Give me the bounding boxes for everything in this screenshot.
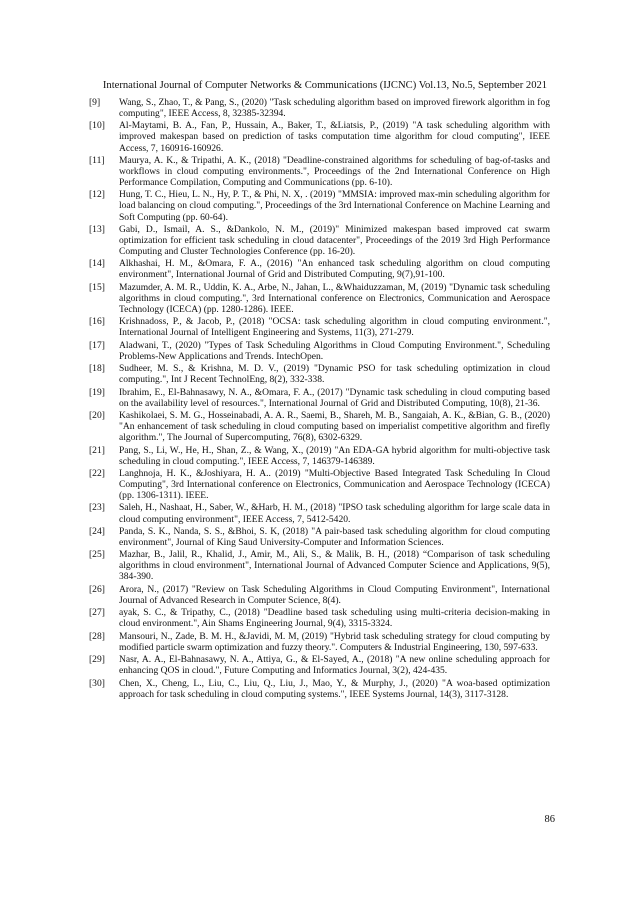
reference-number: [17] xyxy=(89,339,105,351)
reference-number: [24] xyxy=(89,525,105,537)
reference-number: [11] xyxy=(89,154,105,166)
reference-entry xyxy=(89,316,550,338)
reference-number: [20] xyxy=(89,410,105,422)
reference-text: Mazumder, A. M. R., Uddin, K. A., Arbe, N., Jahan, L., &Whaiduzzaman, M, (2019) "Dynamic task scheduling algorithms in cloud computing.", 3rd International conference on Electronics, Communication and Aerospace Technology (ICECA) (pp. 1280-1286). IEEE. xyxy=(119,281,550,315)
reference-entry xyxy=(89,340,550,362)
reference-number: [23] xyxy=(89,502,105,514)
reference-text: Alkhashai, H. M., &Omara, F. A., (2016) "An enhanced task scheduling algorithm on cloud computing environment", International Journal of Grid and Distributed Computing, 9(7),91-100. xyxy=(119,258,550,281)
reference-entry xyxy=(89,584,550,606)
reference-number: [25] xyxy=(89,549,105,561)
reference-number: [26] xyxy=(89,583,105,595)
reference-text: Mansouri, N., Zade, B. M. H., &Javidi, M. M, (2019) "Hybrid task scheduling strategy for cloud computing by modified particle swarm optimization and fuzzy theory.". Computers & Industrial Engineering, 130, 597-633. xyxy=(119,630,550,653)
reference-entry xyxy=(89,155,550,188)
reference-text: Panda, S. K., Nanda, S. S., &Bhoi, S. K, (2018) "A pair-based task scheduling algorithm for cloud computing environment", Journal of King Saud University-Computer and Information Sciences. xyxy=(119,525,550,548)
reference-text: Nasr, A. A., El-Bahnasawy, N. A., Attiya, G., & El-Sayed, A., (2018) "A new online scheduling approach for enhancing QOS in cloud.", Future Computing and Informatics Journal, 3(2), 424-435. xyxy=(119,654,550,677)
reference-entry xyxy=(89,120,550,153)
reference-text: ayak, S. C., & Tripathy, C., (2018) "Deadline based task scheduling using multi-criteria decision-making in cloud environment.", Ain Shams Engineering Journal, 9(4), 3315-3324. xyxy=(119,607,550,630)
reference-entry xyxy=(89,468,550,501)
reference-number: [21] xyxy=(89,444,105,456)
reference-number: [12] xyxy=(89,189,105,201)
reference-entry xyxy=(89,97,550,119)
reference-text: Ibrahim, E., El-Bahnasawy, N. A., &Omara, F. A., (2017) "Dynamic task scheduling in cloud computing based on the availability level of resources.", International Journal of Grid and Distributed Computing, 10(8), 21-36. xyxy=(119,386,550,409)
reference-entry xyxy=(89,410,550,443)
page-number: 86 xyxy=(544,814,555,825)
reference-number: [14] xyxy=(89,258,105,270)
reference-entry xyxy=(89,282,550,315)
reference-text: Aladwani, T., (2020) "Types of Task Scheduling Algorithms in Cloud Computing Environment.", Scheduling Problems-New Applications and Trends. IntechOpen. xyxy=(119,339,550,362)
reference-text: Kashikolaei, S. M. G., Hosseinabadi, A. A. R., Saemi, B., Shareh, M. B., Sangaiah, A. K., &Bian, G. B., (2020) "An enhancement of task scheduling in cloud computing based on imperialist competitive algorithm and firefly algorithm.", The Journal of Supercomputing, 76(8), 6302-6329. xyxy=(119,410,550,444)
reference-entry xyxy=(89,224,550,257)
reference-number: [28] xyxy=(89,630,105,642)
reference-text: Pang, S., Li, W., He, H., Shan, Z., & Wang, X., (2019) "An EDA-GA hybrid algorithm for multi-objective task scheduling in cloud computing.", IEEE Access, 7, 146379-146389. xyxy=(119,444,550,467)
reference-entry xyxy=(89,189,550,222)
reference-number: [15] xyxy=(89,281,105,293)
reference-number: [16] xyxy=(89,316,105,328)
reference-list xyxy=(89,97,550,701)
reference-number: [9] xyxy=(89,97,101,108)
reference-number: [30] xyxy=(89,677,105,689)
reference-text: Wang, S., Zhao, T., & Pang, S., (2020) "Task scheduling algorithm based on improved firework algorithm in fog computing", IEEE Access, 8, 32385-32394. xyxy=(119,97,550,120)
reference-text: Al-Maytami, B. A., Fan, P., Hussain, A., Baker, T., &Liatsis, P., (2019) "A task scheduling algorithm with improved makespan based on prediction of tasks computation time algorithm for cloud computing", IEEE Access, 7, 160916-160926. xyxy=(119,120,550,154)
reference-number: [10] xyxy=(89,120,105,132)
reference-entry xyxy=(89,549,550,582)
reference-text: Krishnadoss, P., & Jacob, P., (2018) "OCSA: task scheduling algorithm in cloud computing environment.", International Journal of Intelligent Engineering and Systems, 11(3), 271-279. xyxy=(119,316,550,339)
reference-entry xyxy=(89,526,550,548)
reference-number: [19] xyxy=(89,386,105,398)
reference-entry xyxy=(89,678,550,700)
reference-text: Hung, T. C., Hieu, L. N., Hy, P. T., & Phi, N. X, . (2019) "MMSIA: improved max-min scheduling algorithm for load balancing on cloud computing.", Proceedings of the 3rd International Conference on Machine Learning and Soft Computing (pp. 60-64). xyxy=(119,189,550,223)
running-header: International Journal of Computer Networks & Communications (IJCNC) Vol.13, No.5, September 2021 xyxy=(102,80,548,91)
reference-text: Mazhar, B., Jalil, R., Khalid, J., Amir, M., Ali, S., & Malik, B. H., (2018) “Comparison of task scheduling algorithms in cloud environment", International Journal of Advanced Computer Science and Applications, 9(5), 384-390. xyxy=(119,549,550,583)
reference-entry xyxy=(89,445,550,467)
reference-number: [27] xyxy=(89,607,105,619)
reference-entry xyxy=(89,631,550,653)
reference-entry xyxy=(89,502,550,524)
reference-text: Chen, X., Cheng, L., Liu, C., Liu, Q., Liu, J., Mao, Y., & Murphy, J., (2020) "A woa-based optimization approach for task scheduling in cloud computing systems.", IEEE Systems Journal, 14(3), 3117-3128. xyxy=(119,677,550,700)
reference-number: [22] xyxy=(89,467,105,479)
reference-entry xyxy=(89,654,550,676)
reference-number: [29] xyxy=(89,654,105,666)
reference-entry xyxy=(89,607,550,629)
reference-text: Saleh, H., Nashaat, H., Saber, W., &Harb, H. M., (2018) "IPSO task scheduling algorithm for large scale data in cloud computing environment", IEEE Access, 7, 5412-5420. xyxy=(119,502,550,525)
reference-text: Arora, N., (2017) "Review on Task Scheduling Algorithms in Cloud Computing Environment", International Journal of Advanced Research in Computer Science, 8(4). xyxy=(119,583,550,606)
reference-entry xyxy=(89,387,550,409)
reference-number: [18] xyxy=(89,363,105,375)
reference-text: Langhnoja, H. K., &Joshiyara, H. A.. (2019) "Multi-Objective Based Integrated Task Scheduling In Cloud Computing", 3rd International conference on Electronics, Communication and Aerospace Technology (ICECA) (pp. 1306-1311). IEEE. xyxy=(119,467,550,502)
reference-entry xyxy=(89,258,550,280)
reference-entry xyxy=(89,363,550,385)
reference-number: [13] xyxy=(89,223,105,235)
reference-text: Maurya, A. K., & Tripathi, A. K., (2018) "Deadline-constrained algorithms for scheduling of bag-of-tasks and workflows in cloud computing environments.", Proceedings of the 2nd International Conference on High Performance Compilation, Computing and Communications (pp. 6-10). xyxy=(119,154,550,189)
reference-text: Gabi, D., Ismail, A. S., &Dankolo, N. M., (2019)" Minimized makespan based improved cat swarm optimization for efficient task scheduling in cloud datacenter", Proceedings of the 2019 3rd High Performance Computing and Cluster Technologies Conference (pp. 16-20). xyxy=(119,223,550,257)
reference-text: Sudheer, M. S., & Krishna, M. D. V., (2019) "Dynamic PSO for task scheduling optimization in cloud computing.", Int J Recent TechnolEng, 8(2), 332-338. xyxy=(119,363,550,386)
